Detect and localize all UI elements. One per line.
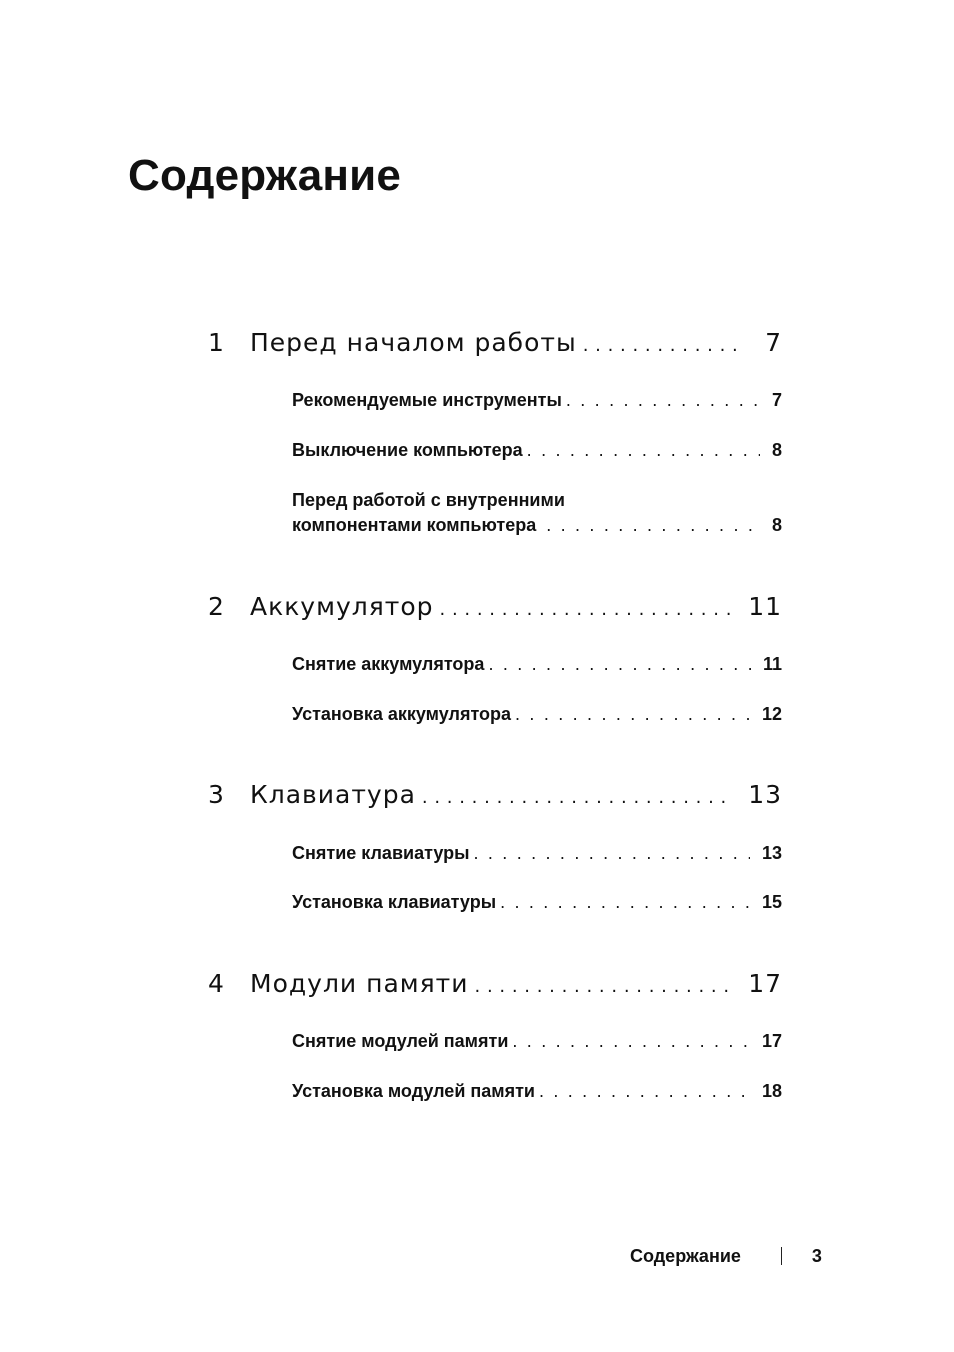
- dot-leader: [583, 335, 738, 356]
- dot-leader: [422, 787, 734, 808]
- chapter-number: 3: [208, 780, 225, 809]
- section-page-number: 13: [761, 843, 782, 863]
- chapter-number: 4: [208, 969, 225, 998]
- section-title: Установка модулей памяти: [292, 1081, 535, 1101]
- page-title: Содержание: [128, 151, 402, 200]
- section-title: Снятие аккумулятора: [292, 654, 485, 674]
- toc-section-multiline[interactable]: [292, 488, 782, 538]
- toc-section[interactable]: [292, 890, 782, 915]
- chapter-title: Аккумулятор: [250, 592, 434, 621]
- toc-section[interactable]: [292, 388, 782, 413]
- section-page-number: 8: [771, 440, 782, 460]
- dot-leader: [440, 599, 735, 620]
- section-title-line-1: Перед работой с внутренними: [292, 490, 565, 510]
- section-page-number: 17: [761, 1031, 782, 1051]
- chapter-page-number: 17: [748, 969, 782, 998]
- toc-chapter-2[interactable]: [208, 592, 782, 628]
- chapter-title: Модули памяти: [250, 969, 469, 998]
- chapter-number: 2: [208, 592, 225, 621]
- chapter-title: Перед началом работы: [250, 328, 577, 357]
- chapter-number: 1: [208, 328, 225, 357]
- toc-chapter-3[interactable]: [208, 780, 782, 816]
- toc-section[interactable]: [292, 1029, 782, 1054]
- toc-section[interactable]: [292, 438, 782, 463]
- footer-page-number: 3: [811, 1246, 822, 1266]
- section-page-number: 15: [761, 892, 782, 912]
- chapter-page-number: 13: [748, 780, 782, 809]
- dot-leader: [500, 890, 750, 915]
- footer-divider: [781, 1247, 782, 1265]
- chapter-title: Клавиатура: [250, 780, 416, 809]
- dot-leader: [527, 438, 760, 463]
- section-title-row-2: [292, 513, 782, 538]
- chapter-page-number: 11: [748, 592, 782, 621]
- toc-section[interactable]: [292, 652, 782, 677]
- dot-leader: [488, 652, 751, 677]
- section-page-number: 8: [771, 515, 782, 535]
- section-page-number: 11: [762, 654, 782, 674]
- toc-section[interactable]: [292, 841, 782, 866]
- section-title: Снятие клавиатуры: [292, 843, 470, 863]
- toc-section[interactable]: [292, 702, 782, 727]
- section-title: Выключение компьютера: [292, 440, 523, 460]
- section-page-number: 18: [761, 1081, 782, 1101]
- section-page-number: 7: [771, 390, 782, 410]
- toc-section[interactable]: [292, 1079, 782, 1104]
- toc-chapter-4[interactable]: [208, 969, 782, 1005]
- section-title: Установка клавиатуры: [292, 892, 497, 912]
- chapter-page-number: 7: [765, 328, 782, 357]
- section-title: Рекомендуемые инструменты: [292, 390, 562, 410]
- toc-chapter-1[interactable]: [208, 328, 782, 364]
- page-footer: [630, 1244, 842, 1270]
- dot-leader: [515, 702, 750, 727]
- dot-leader: [546, 513, 760, 538]
- dot-leader: [475, 976, 735, 997]
- section-title: Установка аккумулятора: [292, 704, 512, 724]
- section-page-number: 12: [761, 704, 782, 724]
- section-title: Снятие модулей памяти: [292, 1031, 509, 1051]
- section-title-line-2: компонентами компьютера: [292, 515, 537, 535]
- dot-leader: [539, 1079, 750, 1104]
- dot-leader: [474, 841, 750, 866]
- footer-section-title: Содержание: [630, 1246, 741, 1266]
- dot-leader: [512, 1029, 750, 1054]
- dot-leader: [566, 388, 760, 413]
